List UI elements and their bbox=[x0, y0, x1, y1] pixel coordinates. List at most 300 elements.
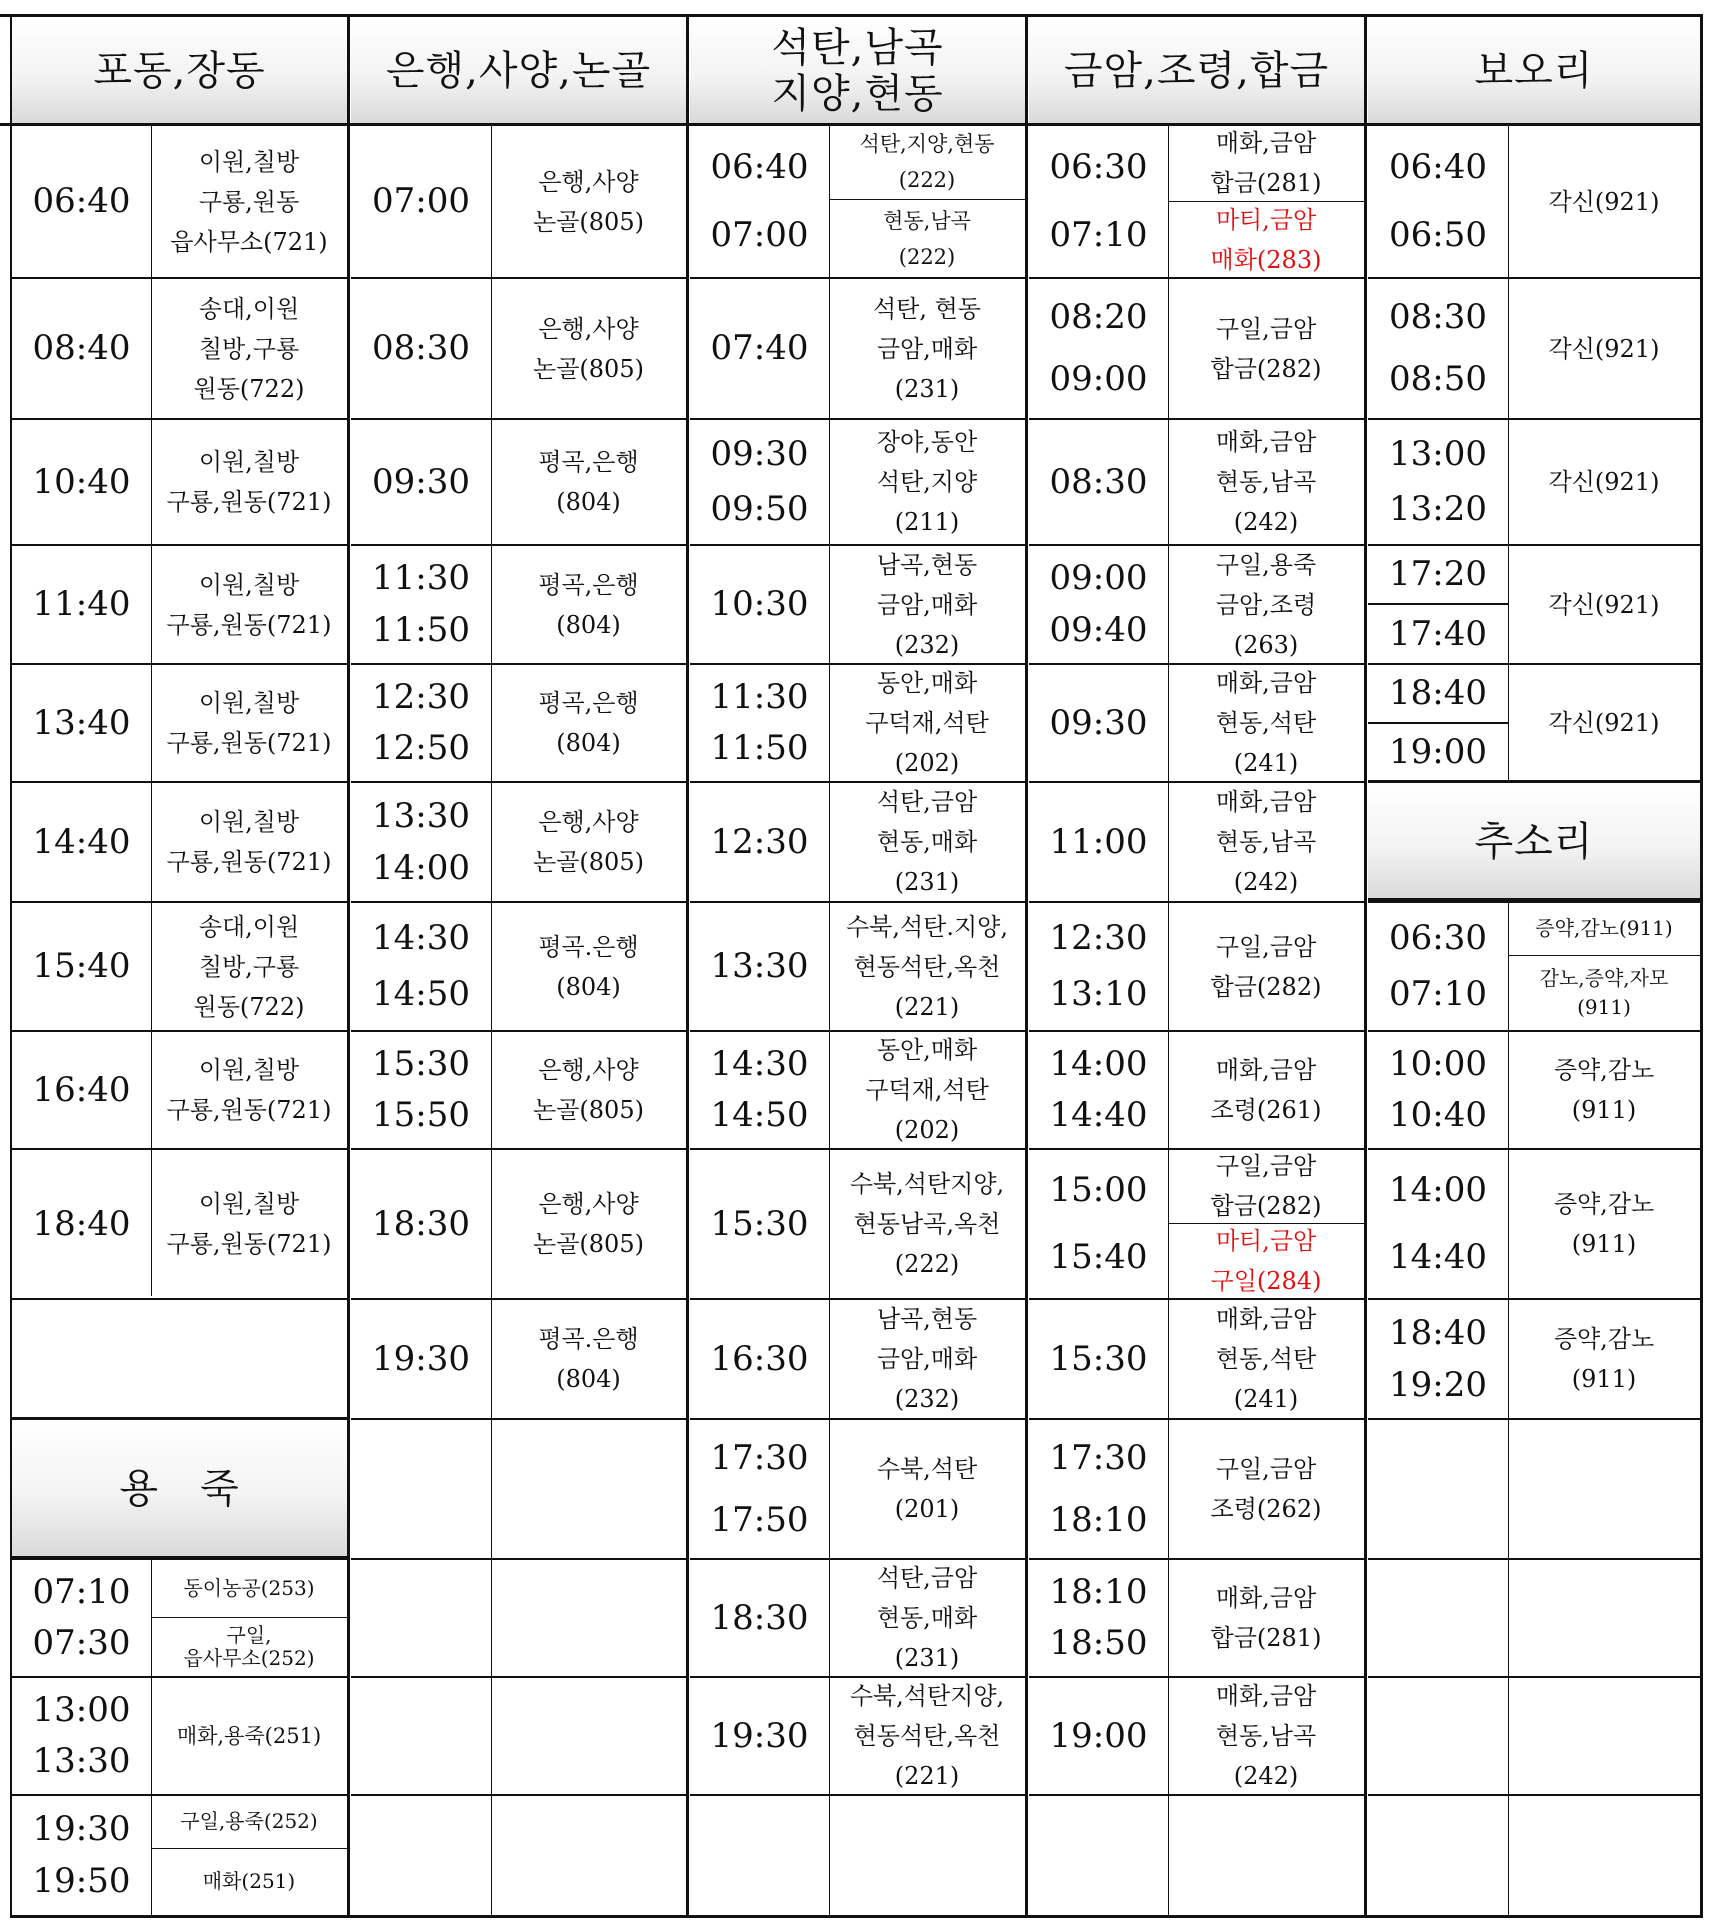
time-cell-line: 11:30 bbox=[372, 558, 470, 599]
row-line bbox=[1368, 663, 1700, 665]
route-cell-line: 석탄,금암 bbox=[876, 788, 978, 816]
time-cell-line: 17:20 bbox=[1389, 554, 1487, 594]
route-cell-line: 현동남곡,옥천 bbox=[853, 1210, 1001, 1238]
row-line bbox=[690, 418, 1025, 420]
row-line bbox=[1368, 1418, 1700, 1420]
time-cell bbox=[12, 1031, 151, 1149]
time-cell-line: 08:40 bbox=[32, 328, 131, 368]
row-line bbox=[12, 781, 347, 783]
route-cell-line: 원동(722) bbox=[193, 374, 305, 403]
time-cell-line: 06:40 bbox=[1389, 146, 1487, 187]
route-cell-line: 논골(805) bbox=[533, 848, 644, 876]
route-cell bbox=[151, 1559, 347, 1617]
row-line bbox=[690, 544, 1025, 546]
time-cell bbox=[1029, 545, 1168, 664]
time-cell-line: 10:40 bbox=[32, 461, 131, 502]
time-cell-line: 13:30 bbox=[372, 795, 470, 836]
route-cell-line: 금암,매화 bbox=[876, 1345, 978, 1373]
route-cell bbox=[1168, 278, 1364, 419]
time-cell bbox=[1029, 1677, 1168, 1795]
time-cell-line: 14:30 bbox=[372, 917, 470, 958]
route-cell-line: 은행,사양 bbox=[538, 808, 639, 836]
time-cell bbox=[690, 1149, 829, 1299]
route-cell-line: 금암,매화 bbox=[876, 590, 978, 619]
route-divider bbox=[829, 199, 1025, 200]
row-line bbox=[1029, 1030, 1364, 1032]
row-line bbox=[1029, 781, 1364, 783]
route-cell-line: (804) bbox=[556, 729, 621, 757]
route-cell bbox=[1168, 1149, 1364, 1223]
route-cell-line: (202) bbox=[894, 1116, 960, 1144]
time-cell bbox=[1029, 1419, 1168, 1559]
route-cell bbox=[491, 902, 686, 1031]
route-cell-line: (231) bbox=[894, 868, 960, 896]
route-cell-line: 수북,석탄.지양, bbox=[846, 912, 1008, 941]
route-cell-line: (202) bbox=[894, 749, 960, 777]
time-cell bbox=[1029, 1149, 1168, 1299]
route-cell-line: 구룡,원동(721) bbox=[166, 1230, 332, 1258]
route-cell-line: 구일(284) bbox=[1210, 1267, 1322, 1295]
route-cell-line: 평곡,은행 bbox=[538, 570, 639, 599]
row-line bbox=[1368, 1298, 1700, 1300]
time-cell-line: 09:50 bbox=[710, 489, 809, 529]
row-line bbox=[1368, 1676, 1700, 1678]
time-cell bbox=[12, 1795, 151, 1915]
route-divider bbox=[1168, 201, 1364, 202]
row-line bbox=[1029, 901, 1364, 903]
time-cell bbox=[1368, 1299, 1508, 1419]
time-cell bbox=[1029, 1299, 1168, 1419]
border-bottom bbox=[12, 1915, 1703, 1918]
row-line bbox=[690, 663, 1025, 665]
route-cell bbox=[1168, 1559, 1364, 1677]
time-cell-line: 07:10 bbox=[1049, 215, 1148, 256]
route-cell-line: (242) bbox=[1233, 508, 1299, 536]
route-cell bbox=[151, 902, 347, 1031]
row-line bbox=[1029, 1794, 1364, 1796]
time-cell-line: 09:00 bbox=[1049, 558, 1148, 599]
time-cell bbox=[1368, 664, 1508, 723]
time-cell bbox=[12, 1149, 151, 1299]
route-divider bbox=[1168, 1223, 1364, 1224]
route-cell-line: 이원,칠방 bbox=[198, 1056, 300, 1084]
route-cell-line: 구일,용죽 bbox=[1215, 550, 1317, 579]
header-chusori bbox=[1368, 784, 1700, 899]
header-boori-label: 보오리 bbox=[1474, 48, 1594, 94]
column-divider bbox=[1508, 125, 1509, 782]
row-line bbox=[1368, 1030, 1700, 1032]
header-eunhaeng-label: 은행,사양,논골 bbox=[385, 48, 652, 94]
time-cell bbox=[1368, 902, 1508, 1031]
time-cell-line: 14:30 bbox=[710, 1044, 809, 1084]
route-cell-line: 구룡,원동(721) bbox=[166, 729, 332, 757]
route-cell-line: 현동,남곡 bbox=[1215, 1722, 1317, 1750]
route-cell-line: 논골(805) bbox=[533, 207, 644, 236]
column-divider bbox=[829, 125, 830, 1915]
time-cell-line: 13:30 bbox=[32, 1741, 131, 1781]
time-cell-line: 14:40 bbox=[1389, 1237, 1487, 1277]
time-cell bbox=[12, 782, 151, 902]
time-cell-line: 07:30 bbox=[32, 1623, 131, 1663]
route-cell-line: 이원,칠방 bbox=[198, 808, 300, 836]
time-cell-line: 12:30 bbox=[372, 677, 470, 717]
time-cell-line: 15:30 bbox=[1049, 1338, 1148, 1379]
route-cell-line: 구일,금암 bbox=[1215, 314, 1317, 343]
row-line bbox=[351, 1794, 686, 1796]
route-cell-line: 현동,남곡 bbox=[883, 208, 971, 233]
route-cell bbox=[829, 199, 1025, 278]
time-cell bbox=[351, 1031, 491, 1149]
time-cell bbox=[690, 1031, 829, 1149]
route-cell bbox=[829, 1419, 1025, 1559]
time-cell bbox=[351, 125, 491, 278]
route-cell-line: 평곡,은행 bbox=[538, 689, 639, 717]
row-line bbox=[1029, 1676, 1364, 1678]
time-cell-line: 15:00 bbox=[1049, 1170, 1148, 1210]
route-cell-line: (232) bbox=[894, 1385, 960, 1413]
time-cell-line: 15:30 bbox=[710, 1203, 809, 1244]
row-line bbox=[12, 901, 347, 903]
route-cell-line: (804) bbox=[556, 610, 621, 639]
row-line bbox=[351, 1418, 686, 1420]
column-divider bbox=[1508, 899, 1509, 1915]
time-cell-line: 08:30 bbox=[372, 328, 470, 368]
route-cell-line: 현동석탄,옥천 bbox=[853, 952, 1001, 981]
time-cell-line: 08:30 bbox=[1049, 461, 1148, 502]
row-line bbox=[12, 663, 347, 665]
time-cell bbox=[12, 419, 151, 545]
route-cell bbox=[1508, 664, 1700, 782]
border-top bbox=[0, 14, 1703, 17]
route-cell-line: 금암,매화 bbox=[876, 334, 978, 363]
time-cell-line: 11:00 bbox=[1049, 821, 1148, 862]
header-geumam bbox=[1029, 17, 1364, 125]
row-line bbox=[12, 1417, 347, 1420]
route-cell-line: (222) bbox=[894, 1250, 960, 1278]
row-line bbox=[351, 1676, 686, 1678]
route-cell-line: 구룡,원동 bbox=[198, 187, 300, 216]
route-cell bbox=[151, 1617, 347, 1677]
route-cell bbox=[491, 278, 686, 419]
row-line bbox=[351, 901, 686, 903]
route-cell-line: 구일,용죽(252) bbox=[180, 1809, 318, 1833]
route-cell bbox=[1168, 1031, 1364, 1149]
time-cell-line: 14:40 bbox=[1049, 1095, 1148, 1135]
route-cell bbox=[151, 1149, 347, 1299]
time-cell bbox=[1368, 125, 1508, 278]
time-cell bbox=[1029, 1559, 1168, 1677]
time-cell bbox=[1368, 278, 1508, 419]
time-cell-line: 15:50 bbox=[372, 1095, 470, 1135]
time-cell-line: 14:40 bbox=[32, 821, 131, 862]
time-cell bbox=[1029, 664, 1168, 782]
row-line bbox=[12, 418, 347, 420]
row-line bbox=[351, 1558, 686, 1560]
time-cell-line: 13:10 bbox=[1049, 974, 1148, 1015]
route-cell-line: 논골(805) bbox=[533, 354, 644, 383]
time-cell-line: 18:10 bbox=[1049, 1572, 1148, 1612]
route-cell-line: (911) bbox=[1577, 995, 1631, 1019]
route-cell-line: 이원,칠방 bbox=[198, 147, 300, 176]
route-cell bbox=[1168, 545, 1364, 664]
time-cell bbox=[1029, 782, 1168, 902]
section-border bbox=[686, 14, 689, 1918]
header-yongjuk bbox=[12, 1421, 347, 1557]
route-cell-line: 은행,사양 bbox=[538, 1056, 639, 1084]
route-cell-line: 칠방,구룡 bbox=[198, 334, 300, 363]
row-line bbox=[1368, 544, 1700, 546]
route-cell bbox=[151, 1031, 347, 1149]
row-line bbox=[1368, 780, 1700, 783]
time-cell-line: 14:00 bbox=[372, 847, 470, 888]
row-line bbox=[351, 418, 686, 420]
time-cell-line: 13:20 bbox=[1389, 489, 1487, 529]
route-cell-line: 금암,조령 bbox=[1215, 590, 1317, 619]
route-cell-line: (911) bbox=[1571, 1096, 1637, 1124]
time-cell bbox=[12, 664, 151, 782]
time-cell-line: 18:40 bbox=[1389, 673, 1487, 713]
route-cell-line: 현동,남곡 bbox=[1215, 468, 1317, 496]
row-line bbox=[351, 277, 686, 279]
time-cell-line: 13:00 bbox=[1389, 434, 1487, 474]
row-line bbox=[690, 277, 1025, 279]
route-cell bbox=[1168, 125, 1364, 201]
header-seoktan-line2: 지양,현동 bbox=[771, 71, 944, 117]
route-cell bbox=[829, 902, 1025, 1031]
time-cell-line: 14:00 bbox=[1389, 1170, 1487, 1210]
time-cell-line: 17:30 bbox=[1049, 1437, 1148, 1478]
route-cell-line: 합금(282) bbox=[1210, 972, 1322, 1001]
route-cell-line: 매화,금암 bbox=[1215, 788, 1317, 816]
time-cell bbox=[12, 545, 151, 664]
route-cell-line: 읍사무소(252) bbox=[183, 1646, 315, 1670]
route-cell bbox=[829, 545, 1025, 664]
row-line bbox=[351, 1298, 686, 1300]
section-border bbox=[1364, 14, 1367, 1918]
row-line bbox=[12, 544, 347, 546]
time-cell-line: 09:40 bbox=[1049, 609, 1148, 650]
route-cell bbox=[1508, 955, 1700, 1031]
route-cell-line: 구일,금암 bbox=[1215, 932, 1317, 961]
route-cell-line: 평곡,은행 bbox=[538, 448, 639, 476]
route-cell-line: 증약,감노 bbox=[1553, 1056, 1655, 1084]
route-cell-line: 매화(283) bbox=[1210, 245, 1322, 274]
column-divider bbox=[151, 125, 152, 1296]
route-cell bbox=[829, 419, 1025, 545]
route-cell-line: (263) bbox=[1233, 630, 1299, 659]
route-cell-line: 조령(262) bbox=[1210, 1495, 1322, 1523]
route-cell-line: 남곡,현동 bbox=[876, 550, 978, 579]
route-cell-line: 합금(282) bbox=[1210, 354, 1322, 383]
route-cell-line: 구룡,원동(721) bbox=[166, 610, 332, 639]
route-cell-line: (242) bbox=[1233, 1762, 1299, 1790]
route-cell-line: 평곡.은행 bbox=[538, 932, 639, 961]
time-cell bbox=[1368, 604, 1508, 664]
route-cell bbox=[829, 1299, 1025, 1419]
row-line bbox=[12, 1794, 347, 1796]
time-cell bbox=[12, 1559, 151, 1677]
header-seoktan bbox=[690, 17, 1025, 125]
time-cell-line: 12:30 bbox=[710, 821, 809, 862]
time-cell bbox=[351, 1299, 491, 1419]
row-line bbox=[1368, 1794, 1700, 1796]
time-cell-line: 15:40 bbox=[32, 946, 131, 986]
row-line bbox=[1368, 898, 1700, 901]
row-line bbox=[1368, 277, 1700, 279]
time-cell bbox=[1368, 545, 1508, 604]
route-cell-line: (911) bbox=[1571, 1365, 1637, 1393]
time-cell-line: 10:00 bbox=[1389, 1044, 1487, 1084]
time-cell bbox=[12, 902, 151, 1031]
row-line bbox=[12, 277, 347, 279]
time-cell bbox=[1368, 419, 1508, 545]
header-podong-label: 포동,장동 bbox=[93, 48, 266, 94]
route-cell-line: 현동,매화 bbox=[876, 1604, 978, 1632]
route-divider bbox=[1508, 955, 1700, 956]
route-cell-line: 송대,이원 bbox=[198, 294, 300, 323]
row-line bbox=[1029, 1148, 1364, 1150]
route-cell-line: 현동,남곡 bbox=[1215, 828, 1317, 856]
route-cell-line: 칠방,구룡 bbox=[198, 952, 300, 981]
time-cell-line: 10:40 bbox=[1389, 1095, 1487, 1135]
time-cell-line: 06:50 bbox=[1389, 215, 1487, 256]
time-cell bbox=[1029, 1031, 1168, 1149]
route-cell-line: 논골(805) bbox=[533, 1230, 644, 1258]
route-cell-line: 이원,칠방 bbox=[198, 448, 300, 476]
route-cell bbox=[491, 1149, 686, 1299]
route-cell bbox=[491, 664, 686, 782]
route-cell bbox=[151, 782, 347, 902]
route-cell-line: 동안,매화 bbox=[876, 1036, 978, 1064]
header-seoktan-line1: 석탄,남곡 bbox=[771, 25, 944, 71]
row-line bbox=[690, 1794, 1025, 1796]
route-cell-line: (232) bbox=[894, 630, 960, 659]
time-cell bbox=[1029, 125, 1168, 278]
row-line bbox=[12, 1298, 347, 1300]
route-cell-line: 마티,금암 bbox=[1215, 205, 1317, 234]
route-cell-line: (911) bbox=[1571, 1230, 1637, 1258]
time-cell-line: 19:50 bbox=[32, 1860, 131, 1901]
row-line bbox=[690, 781, 1025, 783]
route-cell bbox=[1168, 419, 1364, 545]
time-cell-line: 07:10 bbox=[32, 1572, 131, 1612]
row-line bbox=[12, 1148, 347, 1150]
row-line bbox=[1029, 544, 1364, 546]
route-cell bbox=[151, 664, 347, 782]
column-divider bbox=[151, 1557, 152, 1917]
time-cell bbox=[690, 1677, 829, 1795]
time-cell-line: 19:30 bbox=[32, 1808, 131, 1849]
time-divider bbox=[1368, 603, 1508, 605]
route-cell-line: 이원,칠방 bbox=[198, 689, 300, 717]
time-cell-line: 07:00 bbox=[710, 215, 809, 256]
route-cell bbox=[1508, 278, 1700, 419]
route-cell bbox=[1168, 902, 1364, 1031]
time-cell-line: 17:30 bbox=[710, 1437, 809, 1478]
time-cell-line: 06:40 bbox=[32, 181, 131, 221]
header-boori bbox=[1368, 17, 1700, 125]
row-line bbox=[690, 1418, 1025, 1420]
route-cell-line: 송대,이원 bbox=[198, 912, 300, 941]
time-cell-line: 11:50 bbox=[710, 728, 809, 768]
route-cell-line: 합금(281) bbox=[1210, 1624, 1322, 1652]
route-cell-line: 이원,칠방 bbox=[198, 570, 300, 599]
route-cell-line: 석탄,금암 bbox=[876, 1564, 978, 1592]
time-cell bbox=[1029, 902, 1168, 1031]
route-cell bbox=[1168, 1677, 1364, 1795]
row-line bbox=[351, 544, 686, 546]
route-cell-line: (241) bbox=[1233, 749, 1299, 777]
route-cell-line: 마티,금암 bbox=[1215, 1227, 1317, 1255]
time-cell bbox=[12, 125, 151, 278]
row-line bbox=[1368, 901, 1700, 903]
route-cell-line: (231) bbox=[894, 374, 960, 403]
time-cell-line: 08:20 bbox=[1049, 296, 1148, 337]
route-cell-line: 매화(251) bbox=[202, 1869, 296, 1893]
route-cell bbox=[829, 664, 1025, 782]
time-cell-line: 18:40 bbox=[32, 1203, 131, 1244]
route-cell-line: 이원,칠방 bbox=[198, 1190, 300, 1218]
route-cell-line: 수북,석탄지양, bbox=[849, 1682, 1005, 1710]
header-bottom bbox=[0, 123, 1703, 126]
route-cell-line: 석탄,지양,현동 bbox=[859, 132, 995, 156]
route-cell bbox=[1168, 664, 1364, 782]
row-line bbox=[12, 1556, 347, 1559]
route-cell-line: 증약,감노 bbox=[1553, 1325, 1655, 1353]
route-cell-line: 구일,금암 bbox=[1215, 1455, 1317, 1483]
time-cell bbox=[690, 902, 829, 1031]
route-cell-line: 감노,증약,자모 bbox=[1539, 966, 1669, 990]
time-cell-line: 14:50 bbox=[372, 974, 470, 1015]
route-cell-line: 증약,감노(911) bbox=[1535, 916, 1673, 940]
route-cell-line: (241) bbox=[1233, 1385, 1299, 1413]
row-line bbox=[12, 1030, 347, 1032]
route-cell-line: 수북,석탄지양, bbox=[849, 1170, 1005, 1198]
time-cell-line: 06:30 bbox=[1389, 917, 1487, 958]
time-cell-line: 19:30 bbox=[710, 1715, 809, 1756]
route-cell-line: 남곡,현동 bbox=[876, 1305, 978, 1333]
row-line bbox=[1029, 1298, 1364, 1300]
route-cell-line: 구룡,원동(721) bbox=[166, 1096, 332, 1124]
time-cell bbox=[351, 782, 491, 902]
route-cell-line: 매화,금암 bbox=[1215, 1682, 1317, 1710]
route-cell-line: (221) bbox=[894, 1762, 960, 1790]
time-cell bbox=[1029, 278, 1168, 419]
time-cell bbox=[351, 545, 491, 664]
route-cell-line: 매화,금암 bbox=[1215, 1584, 1317, 1612]
route-cell bbox=[1168, 1299, 1364, 1419]
time-cell-line: 06:40 bbox=[710, 146, 809, 187]
row-line bbox=[1029, 663, 1364, 665]
time-cell-line: 18:30 bbox=[372, 1203, 470, 1244]
time-cell bbox=[1368, 723, 1508, 782]
time-cell-line: 18:10 bbox=[1049, 1499, 1148, 1540]
route-cell-line: 평곡.은행 bbox=[538, 1325, 639, 1353]
route-cell-line: 은행,사양 bbox=[538, 314, 639, 343]
time-cell bbox=[690, 1559, 829, 1677]
route-cell-line: (211) bbox=[894, 508, 960, 536]
row-line bbox=[690, 901, 1025, 903]
route-cell-line: (221) bbox=[894, 992, 960, 1021]
time-cell-line: 11:50 bbox=[372, 609, 470, 650]
route-cell bbox=[1508, 1031, 1700, 1149]
route-cell-line: 구덕재,석탄 bbox=[865, 1076, 989, 1104]
row-line bbox=[1029, 418, 1364, 420]
time-cell-line: 12:50 bbox=[372, 728, 470, 768]
route-cell-line: 매화,용죽(251) bbox=[176, 1724, 322, 1748]
route-cell bbox=[1508, 545, 1700, 664]
route-cell-line: 구룡,원동(721) bbox=[166, 488, 332, 516]
